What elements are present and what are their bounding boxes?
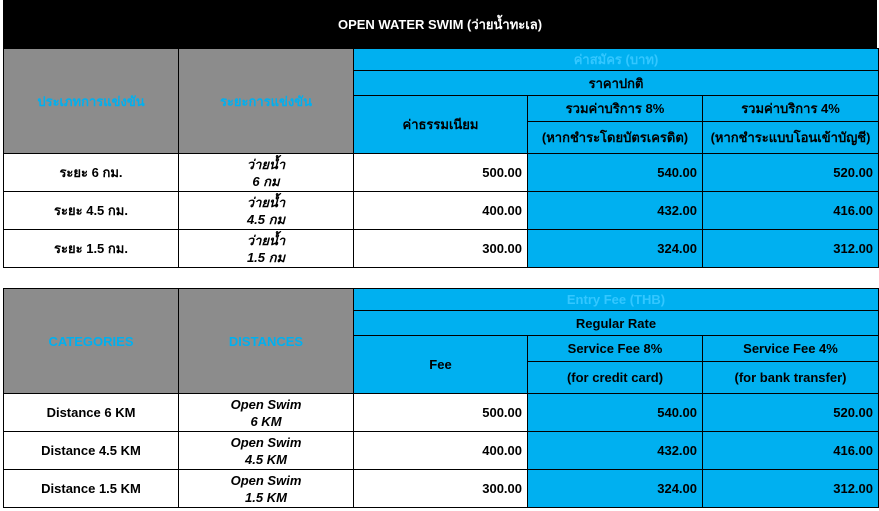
distance-line-1: Open Swim — [230, 472, 302, 488]
service-8-header: Service Fee 8% — [528, 336, 703, 362]
category-cell: Distance 4.5 KM — [4, 432, 179, 470]
thai-fee-table — [3, 48, 879, 268]
distance-cell — [179, 230, 354, 268]
distance-line-2: 4.5 KM — [245, 451, 287, 467]
fee-header: ค่าธรรมเนียม — [354, 96, 528, 154]
distance-line-2: 6 กม — [252, 173, 280, 189]
service-4-cell: 520.00 — [703, 154, 879, 192]
category-header: CATEGORIES — [4, 289, 179, 394]
category-header: ประเภทการแข่งขัน — [4, 49, 179, 154]
distance-cell — [179, 470, 354, 508]
service-8-cell: 540.00 — [528, 394, 703, 432]
distance-cell — [179, 154, 354, 192]
page-title: OPEN WATER SWIM (ว่ายน้ำทะเล) — [3, 0, 877, 48]
distance-line-1: Open Swim — [230, 396, 302, 412]
category-cell: Distance 6 KM — [4, 394, 179, 432]
distance-line-2: 1.5 กม — [246, 249, 286, 265]
table-row — [4, 192, 879, 230]
fee-cell: 300.00 — [354, 230, 528, 268]
table-row — [4, 154, 879, 192]
service-8-cell: 324.00 — [528, 470, 703, 508]
distance-cell — [179, 432, 354, 470]
service-4-note: (หากชำระแบบโอนเข้าบัญชี) — [703, 122, 879, 154]
service-4-cell: 416.00 — [703, 192, 879, 230]
distance-line-2: 4.5 กม — [246, 211, 286, 227]
service-8-cell: 324.00 — [528, 230, 703, 268]
table-row — [4, 470, 879, 508]
service-8-note: (หากชำระโดยบัตรเครดิต) — [528, 122, 703, 154]
table-row — [4, 432, 879, 470]
service-8-cell: 432.00 — [528, 432, 703, 470]
service-4-cell: 416.00 — [703, 432, 879, 470]
service-4-cell: 312.00 — [703, 230, 879, 268]
service-4-header: รวมค่าบริการ 4% — [703, 96, 879, 122]
distance-line-2: 6 KM — [250, 413, 282, 429]
service-8-note: (for credit card) — [528, 362, 703, 394]
category-cell: ระยะ 6 กม. — [4, 154, 179, 192]
distance-cell — [179, 192, 354, 230]
distance-cell — [179, 394, 354, 432]
fee-cell: 500.00 — [354, 154, 528, 192]
service-4-header: Service Fee 4% — [703, 336, 879, 362]
fee-header: Fee — [354, 336, 528, 394]
regular-rate-header: Regular Rate — [354, 311, 879, 336]
service-8-cell: 540.00 — [528, 154, 703, 192]
distance-line-2: 1.5 KM — [245, 489, 287, 505]
distance-header: ระยะการแข่งขัน — [179, 49, 354, 154]
category-cell: Distance 1.5 KM — [4, 470, 179, 508]
fee-cell: 500.00 — [354, 394, 528, 432]
fee-group-header: ค่าสมัคร (บาท) — [354, 49, 879, 71]
service-4-cell: 312.00 — [703, 470, 879, 508]
category-cell: ระยะ 4.5 กม. — [4, 192, 179, 230]
service-4-cell: 520.00 — [703, 394, 879, 432]
service-8-cell: 432.00 — [528, 192, 703, 230]
category-cell: ระยะ 1.5 กม. — [4, 230, 179, 268]
distance-line-1: ว่ายน้ำ — [246, 232, 286, 248]
fee-cell: 300.00 — [354, 470, 528, 508]
distance-header: DISTANCES — [179, 289, 354, 394]
table-row — [4, 394, 879, 432]
distance-line-1: Open Swim — [230, 434, 302, 450]
regular-rate-header: ราคาปกติ — [354, 71, 879, 96]
distance-line-1: ว่ายน้ำ — [246, 156, 286, 172]
service-4-note: (for bank transfer) — [703, 362, 879, 394]
fee-group-header: Entry Fee (THB) — [354, 289, 879, 311]
fee-cell: 400.00 — [354, 432, 528, 470]
service-8-header: รวมค่าบริการ 8% — [528, 96, 703, 122]
fee-cell: 400.00 — [354, 192, 528, 230]
distance-line-1: ว่ายน้ำ — [246, 194, 286, 210]
table-row — [4, 230, 879, 268]
english-fee-table — [3, 288, 879, 508]
